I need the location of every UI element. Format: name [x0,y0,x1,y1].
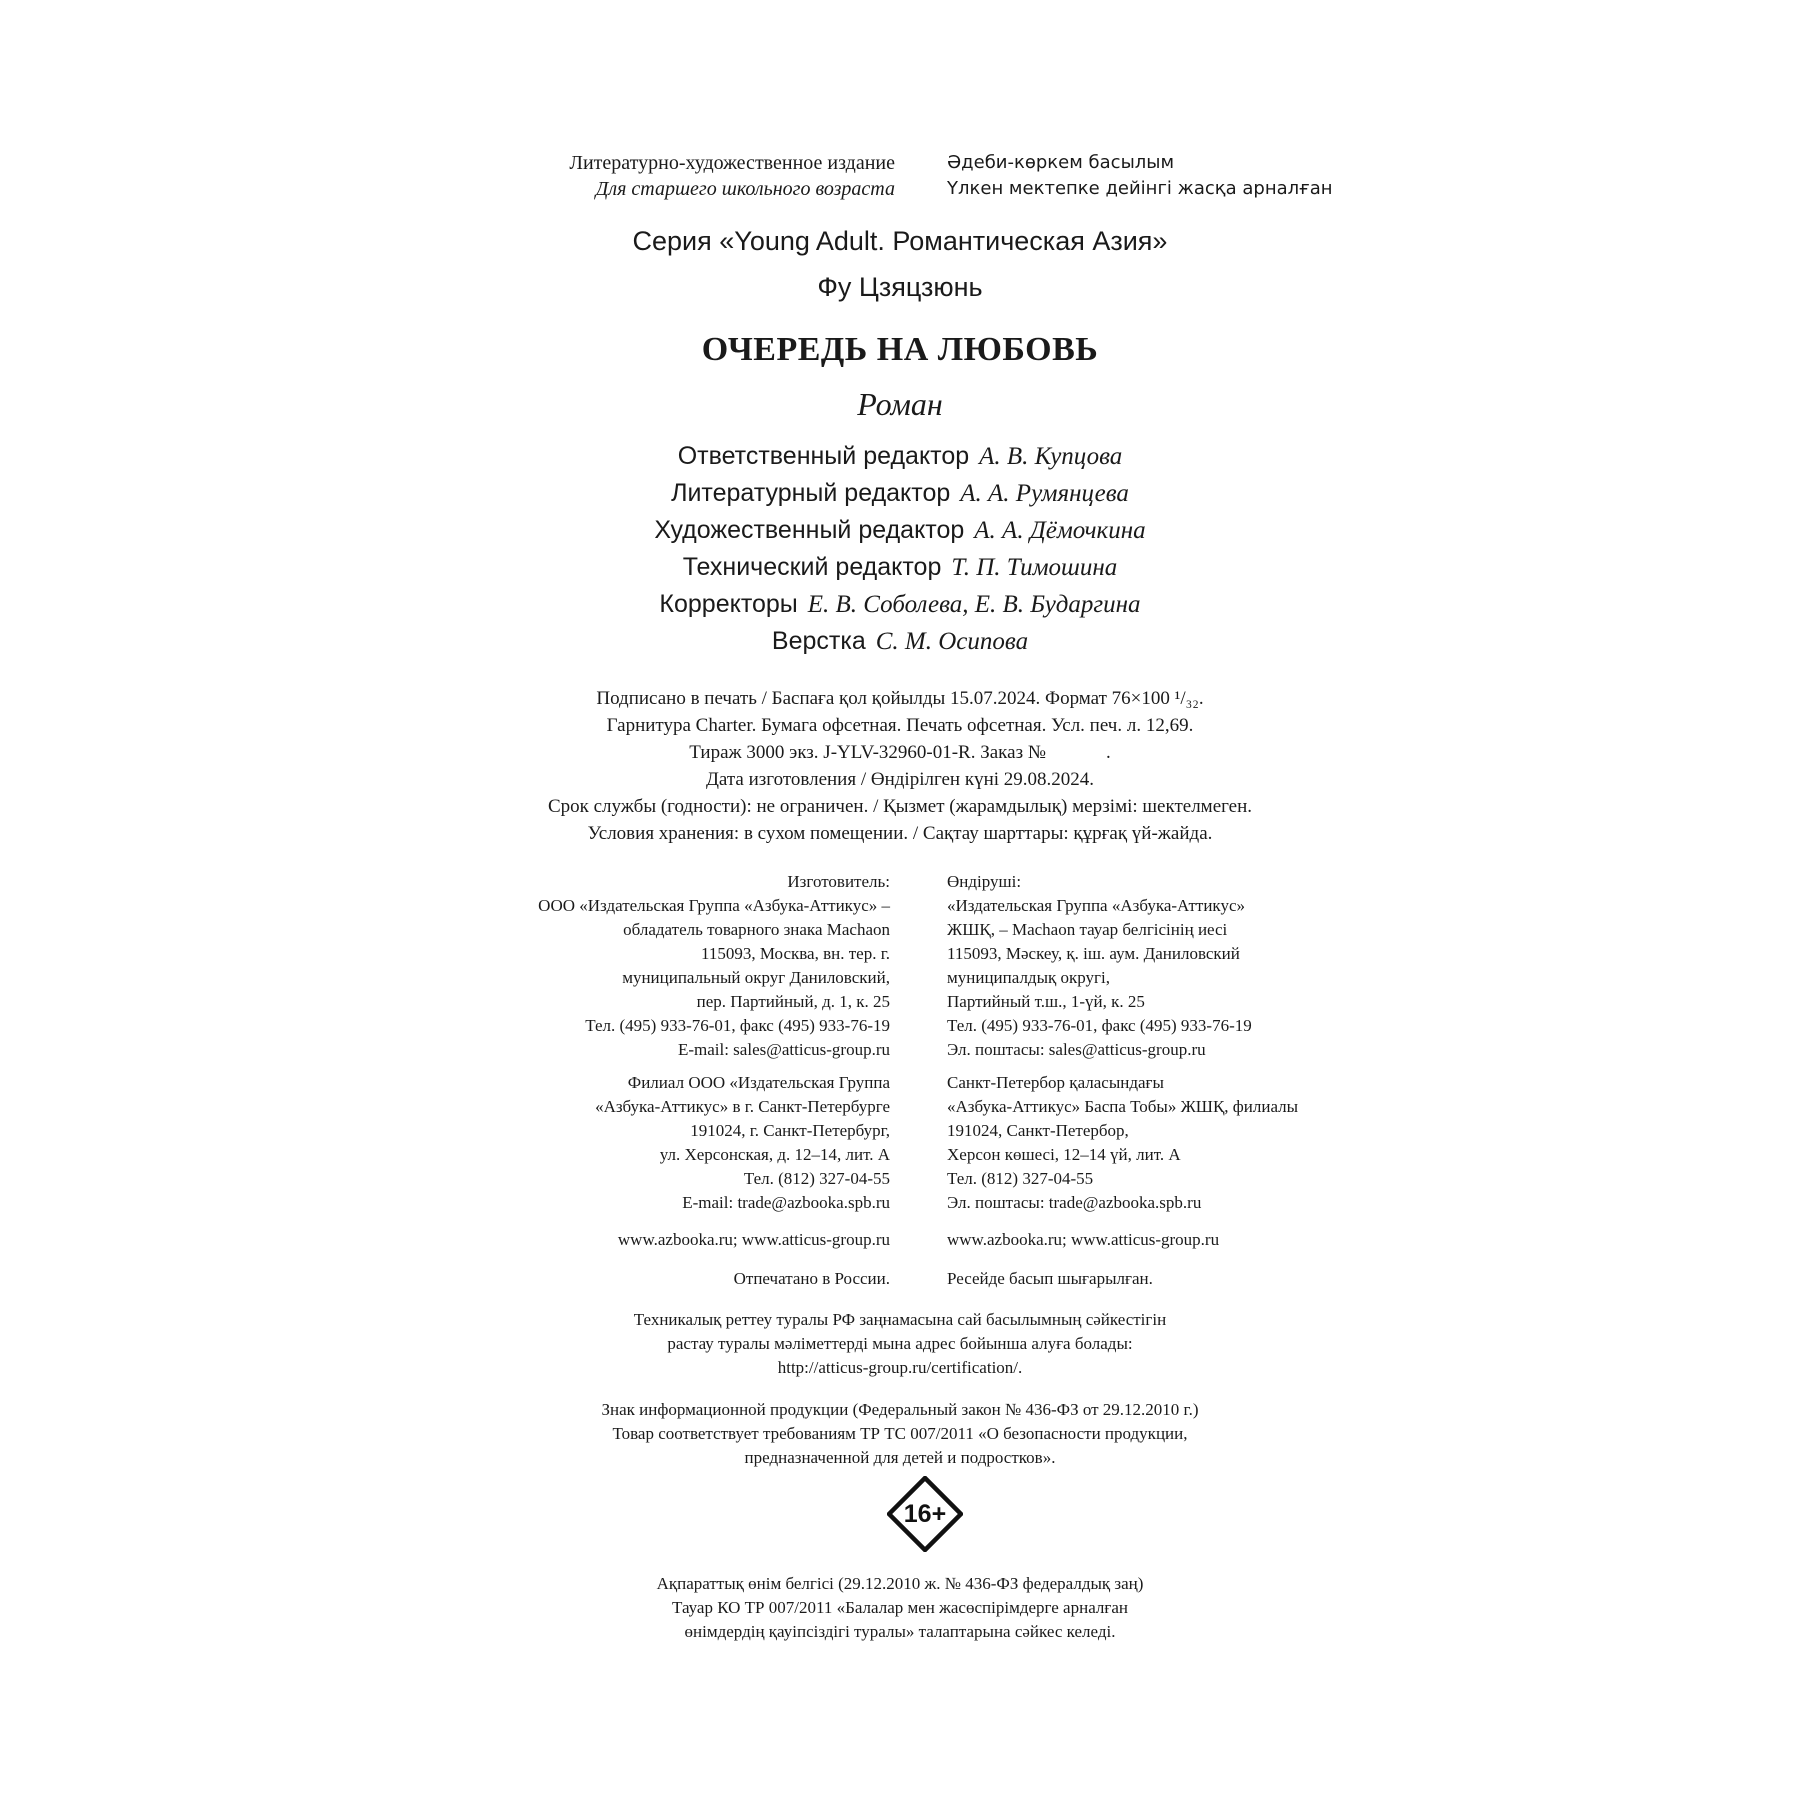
branch-ru-line: Тел. (812) 327-04-55 [743,1169,890,1188]
branch-ru-line: «Азбука-Аттикус» в г. Санкт-Петербурге [595,1097,890,1116]
print-details-line: Подписано в печать / Баспаға қол қойылды 15.07.2024. Формат 76×100 ¹/₃₂. [596,688,1204,709]
credit-row [0,512,1800,549]
manufacturer-ru-line: Тел. (495) 933-76-01, факс (495) 933-76-19 [585,1016,890,1035]
credits-list [0,438,1800,660]
branch-ru-line: 191024, г. Санкт-Петербург, [690,1121,890,1140]
branch-kz-line: «Азбука-Аттикус» Баспа Тобы» ЖШҚ, филиалы [947,1097,1299,1116]
manufacturer-kz-line: «Издательская Группа «Азбука-Аттикус» [947,896,1245,915]
info-sign-note-kz [0,1572,1800,1644]
manufacturer-kz-line: 115093, Мәскеу, қ. іш. аум. Даниловский [947,944,1240,963]
branch-kz-line: Эл. поштасы: trade@azbooka.spb.ru [947,1193,1202,1212]
book-title: ОЧЕРЕДЬ НА ЛЮБОВЬ [701,331,1099,368]
credit-role: Литературный редактор [671,479,951,507]
credit-row [0,475,1800,512]
print-details-line: Условия хранения: в сухом помещении. / Сақтау шарттары: құрғақ үй-жайда. [587,823,1213,844]
credit-role: Ответственный редактор [677,442,970,470]
edition-type-ru-line1: Литературно-художественное издание [569,152,895,174]
certification-url: http://atticus-group.ru/certification/. [777,1358,1023,1377]
credit-row [0,549,1800,586]
age-rating-badge [887,1476,963,1552]
branch-kz-line: 191024, Санкт-Петербор, [947,1121,1129,1140]
manufacturer-ru [538,870,890,1062]
credit-role: Технический редактор [682,553,942,581]
print-details-line: Гарнитура Charter. Бумага офсетная. Печать офсетная. Усл. печ. л. 12,69. [606,715,1194,736]
branch-ru-line: E-mail: trade@azbooka.spb.ru [682,1193,890,1212]
credit-name: С. М. Осипова [875,628,1029,655]
print-details-line: Дата изготовления / Өндірілген күні 29.08.2024. [705,769,1095,790]
credit-name: Т. П. Тимошина [951,554,1118,581]
manufacturer-kz-line: Өндіруші: [947,872,1022,891]
branch-ru-line: Филиал ООО «Издательская Группа [627,1073,890,1092]
kz-info-sign-line: Ақпараттық өнім белгісі (29.12.2010 ж. № 436-ФЗ федералдық заң) [656,1574,1144,1593]
branch-ru-line: ул. Херсонская, д. 12–14, лит. А [659,1145,890,1164]
manufacturer-kz-line: Партийный т.ш., 1-үй, к. 25 [947,992,1145,1011]
print-details [0,685,1800,847]
manufacturer-ru-line: Изготовитель: [787,872,890,891]
credit-row [0,438,1800,475]
credit-role: Корректоры [659,590,798,618]
manufacturer-kz-line: ЖШҚ, – Machaon тауар белгісінің иесі [947,920,1228,939]
info-sign-line: Знак информационной продукции (Федеральный закон № 436-ФЗ от 29.12.2010 г.) [601,1400,1199,1419]
credit-row [0,623,1800,660]
edition-type-ru [569,150,895,202]
manufacturer-kz [947,870,1252,1062]
info-sign-line: Товар соответствует требованиям ТР ТС 007/2011 «О безопасности продукции, [612,1424,1188,1443]
certification-line: Техникалық реттеу туралы РФ заңнамасына сай басылымның сәйкестігін [633,1310,1167,1329]
manufacturer-kz-line: Эл. поштасы: sales@atticus-group.ru [947,1040,1206,1059]
manufacturer-ru-line: пер. Партийный, д. 1, к. 25 [696,992,890,1011]
manufacturer-kz-line: Тел. (495) 933-76-01, факс (495) 933-76-19 [947,1016,1252,1035]
credit-role: Верстка [771,627,866,655]
printed-in-kz: Ресейде басып шығарылған. [947,1269,1153,1288]
branch-kz-line: Херсон көшесі, 12–14 үй, лит. А [947,1145,1181,1164]
kz-info-sign-line: Тауар КО ТР 007/2011 «Балалар мен жасөспірімдерге арналған [671,1598,1128,1617]
credit-name: А. В. Купцова [979,443,1123,470]
kz-info-sign-line: өнімдердің қауіпсіздігі туралы» талаптарына сәйкес келеді. [684,1622,1116,1641]
info-sign-note-ru [0,1398,1800,1470]
edition-type-kz [947,150,1333,202]
series-name: Серия «Young Adult. Романтическая Азия» [632,226,1168,256]
order-number-end: . [1105,742,1111,763]
branch-kz [947,1071,1298,1215]
manufacturer-ru-line: 115093, Москва, вн. тер. г. [700,944,890,963]
print-details-line [0,739,1800,766]
credit-name: Е. В. Соболева, Е. В. Бударгина [807,591,1141,618]
manufacturer-kz-line: муниципалдық округі, [947,968,1110,987]
certification-note [0,1308,1800,1380]
edition-type-kz-line1: Әдеби-көркем басылым [947,152,1175,173]
credit-name: А. А. Дёмочкина [974,517,1146,544]
printed-in-ru: Отпечатано в России. [733,1269,890,1288]
print-run: Тираж 3000 экз. J-YLV-32960-01-R. Заказ № [689,742,1046,763]
manufacturer-ru-line: муниципальный округ Даниловский, [622,968,890,987]
info-sign-line: предназначенной для детей и подростков». [744,1448,1056,1467]
branch-kz-line: Тел. (812) 327-04-55 [947,1169,1094,1188]
book-genre: Роман [857,386,943,422]
credit-role: Художественный редактор [654,516,965,544]
credit-row [0,586,1800,623]
age-rating-label: 16+ [903,1500,947,1528]
websites-ru: www.azbooka.ru; www.atticus-group.ru [617,1230,890,1249]
author-name: Фу Цзяцзюнь [817,272,983,302]
websites-kz: www.azbooka.ru; www.atticus-group.ru [947,1230,1220,1249]
age-group-kz: Үлкен мектепке дейінгі жасқа арналған [947,178,1333,199]
branch-kz-line: Санкт-Петербор қаласындағы [947,1073,1164,1092]
certification-line: растау туралы мәліметтерді мына адрес бойынша алуға болады: [667,1334,1133,1353]
manufacturer-ru-line: E-mail: sales@atticus-group.ru [677,1040,890,1059]
manufacturer-ru-line: ООО «Издательская Группа «Азбука-Аттикус» – [538,896,890,915]
credit-name: А. А. Румянцева [960,480,1129,507]
manufacturer-ru-line: обладатель товарного знака Machaon [623,920,890,939]
age-group-ru: Для старшего школьного возраста [595,178,895,200]
print-details-line: Срок службы (годности): не ограничен. / Қызмет (жарамдылық) мерзімі: шектелмеген. [547,796,1253,817]
branch-ru [595,1071,890,1215]
